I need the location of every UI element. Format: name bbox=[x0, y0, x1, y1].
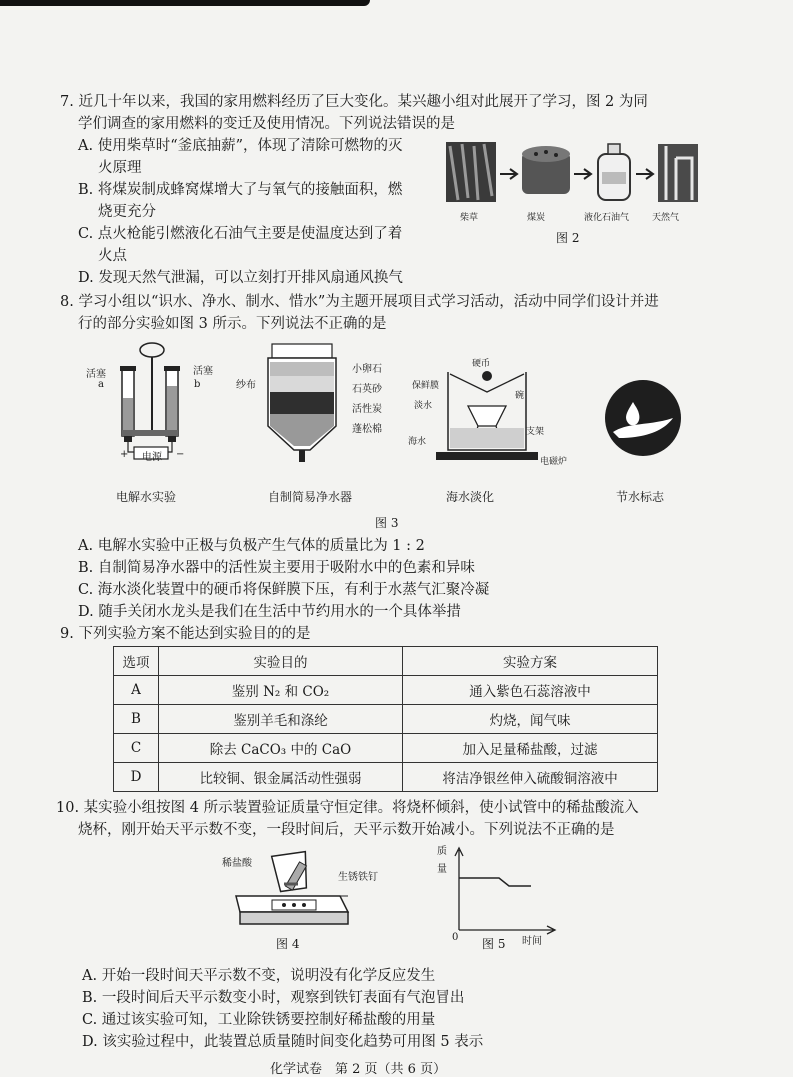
q10-stem-line1: 10. 某实验小组按图 4 所示装置验证质量守恒定律。将烧杯倾斜，使小试管中的稀盐酸流入 bbox=[56, 800, 639, 816]
q9-header-row bbox=[114, 647, 658, 676]
desal-label-seawater: 海水 bbox=[408, 437, 427, 447]
filter-label-pebble: 小卵石 bbox=[352, 364, 382, 375]
filter-label-cotton: 蓬松棉 bbox=[352, 424, 382, 435]
electrolysis-label-plus: + bbox=[120, 449, 129, 460]
q9-header-plan: 实验方案 bbox=[403, 647, 658, 676]
q9-row-d-plan: 将洁净银丝伸入硫酸铜溶液中 bbox=[403, 763, 658, 792]
scan-edge bbox=[0, 0, 370, 6]
q9-row-c-plan: 加入足量稀盐酸，过滤 bbox=[403, 734, 658, 763]
q8-option-d: D. 随手关闭水龙头是我们在生活中节约用水的一个具体举措 bbox=[78, 604, 461, 620]
filter-caption: 自制简易净水器 bbox=[268, 490, 353, 504]
q7-stem-line2: 学们调查的家用燃料的变迁及使用情况。下列说法错误的是 bbox=[78, 116, 455, 132]
fig5-origin: 0 bbox=[452, 932, 459, 943]
q9-row-d-option: D bbox=[114, 763, 159, 792]
fig2-label-firewood: 柴草 bbox=[460, 213, 479, 223]
q9-row-c-option: C bbox=[114, 734, 159, 763]
q7-option-a-line1: A. 使用柴草时“釜底抽薪”，体现了清除可燃物的灭 bbox=[78, 138, 403, 154]
q8-stem-line1: 8. 学习小组以“识水、净水、制水、惜水”为主题开展项目式学习活动，活动中同学们设计并进 bbox=[60, 294, 659, 310]
desal-label-cup: 碗 bbox=[515, 391, 525, 401]
desal-caption: 海水淡化 bbox=[446, 490, 495, 504]
fig2-label-lpg: 液化石油气 bbox=[584, 213, 630, 223]
fig5-ylabel-2: 量 bbox=[437, 864, 447, 875]
q10-option-d: D. 该实验过程中，此装置总质量随时间变化趋势可用图 5 表示 bbox=[82, 1034, 484, 1050]
desal-label-stand: 支架 bbox=[526, 427, 545, 437]
q9-row-a-option: A bbox=[114, 676, 159, 705]
lpg-tank-image bbox=[598, 144, 630, 200]
desalination-apparatus bbox=[432, 362, 545, 470]
filter-label-gauze: 纱布 bbox=[236, 380, 256, 391]
table-row bbox=[114, 676, 658, 705]
q10-option-b: B. 一段时间后天平示数变小时，观察到铁钉表面有气泡冒出 bbox=[82, 990, 465, 1006]
q7-option-b-line2: 烧更充分 bbox=[98, 204, 156, 220]
q7-stem-line1: 7. 近几十年以来，我国的家用燃料经历了巨大变化。某兴趣小组对此展开了学习，图 2 为同 bbox=[60, 94, 648, 110]
natural-gas-pipes-image bbox=[658, 144, 698, 202]
q8-stem-line2: 行的部分实验如图 3 所示。下列说法不正确的是 bbox=[78, 316, 387, 332]
desal-label-fresh-water: 淡水 bbox=[414, 401, 433, 411]
mass-time-graph bbox=[455, 846, 565, 936]
q8-option-b: B. 自制简易净水器中的活性炭主要用于吸附水中的色素和异味 bbox=[78, 560, 475, 576]
filter-label-carbon: 活性炭 bbox=[352, 404, 382, 415]
electrolysis-label-minus: − bbox=[176, 449, 185, 460]
fig2-caption: 图 2 bbox=[556, 231, 580, 245]
q10-stem-line2: 烧杯，刚开始天平示数不变，一段时间后，天平示数开始减小。下列说法不正确的是 bbox=[78, 822, 615, 838]
page-footer: 化学试卷 第 2 页（共 6 页） bbox=[270, 1062, 447, 1077]
q9-row-b-plan: 灼烧，闻气味 bbox=[403, 705, 658, 734]
q9-row-c-purpose: 除去 CaCO₃ 中的 CaO bbox=[159, 734, 403, 763]
q7-option-d: D. 发现天然气泄漏，可以立刻打开排风扇通风换气 bbox=[78, 270, 403, 286]
q9-row-b-purpose: 鉴别羊毛和涤纶 bbox=[159, 705, 403, 734]
fig2-label-coal: 煤炭 bbox=[527, 213, 546, 223]
mass-line bbox=[459, 878, 531, 886]
logo-caption: 节水标志 bbox=[616, 490, 665, 504]
electrolysis-label-stopcock-left: 活塞 bbox=[86, 369, 106, 380]
electrolysis-label-power: 电源 bbox=[142, 452, 162, 463]
electrolysis-label-a: a bbox=[98, 379, 104, 390]
desal-label-coin: 硬币 bbox=[472, 359, 491, 369]
q9-row-b-option: B bbox=[114, 705, 159, 734]
q9-row-a-plan: 通入紫色石蕊溶液中 bbox=[403, 676, 658, 705]
q9-header-option: 选项 bbox=[114, 647, 159, 676]
fig3-caption: 图 3 bbox=[375, 516, 399, 530]
fig2-label-natural-gas: 天然气 bbox=[652, 213, 680, 223]
fig5-xlabel: 时间 bbox=[522, 936, 542, 947]
table-row bbox=[114, 763, 658, 792]
table-row bbox=[114, 705, 658, 734]
q7-option-b-line1: B. 将煤炭制成蜂窝煤增大了与氧气的接触面积，燃 bbox=[78, 182, 403, 198]
electrolysis-label-b: b bbox=[194, 379, 201, 390]
q7-option-c-line1: C. 点火枪能引燃液化石油气主要是使温度达到了着 bbox=[78, 226, 403, 242]
desal-label-film: 保鲜膜 bbox=[412, 381, 440, 391]
q10-option-c: C. 通过该实验可知，工业除铁锈要控制好稀盐酸的用量 bbox=[82, 1012, 436, 1028]
desal-label-heater: 电磁炉 bbox=[540, 457, 568, 467]
table-row bbox=[114, 734, 658, 763]
fig5-caption: 图 5 bbox=[482, 937, 506, 951]
q10-option-a: A. 开始一段时间天平示数不变，说明没有化学反应发生 bbox=[82, 968, 436, 984]
electrolysis-label-stopcock-right: 活塞 bbox=[193, 366, 213, 377]
q8-option-c: C. 海水淡化装置中的硬币将保鲜膜下压，有利于水蒸气汇聚冷凝 bbox=[78, 582, 490, 598]
water-saving-logo bbox=[603, 378, 683, 458]
q9-table bbox=[113, 646, 658, 792]
filter-label-sand: 石英砂 bbox=[352, 384, 382, 395]
fig5-ylabel-1: 质 bbox=[437, 846, 447, 857]
q7-option-c-line2: 火点 bbox=[98, 248, 127, 264]
firewood-image bbox=[446, 142, 496, 202]
electrolysis-caption: 电解水实验 bbox=[116, 490, 177, 504]
q8-option-a: A. 电解水实验中正极与负极产生气体的质量比为 1 : 2 bbox=[78, 538, 425, 554]
fig4-label-nail: 生锈铁钉 bbox=[338, 872, 378, 883]
q9-stem: 9. 下列实验方案不能达到实验目的的是 bbox=[60, 626, 311, 642]
q9-row-d-purpose: 比较铜、银金属活动性强弱 bbox=[159, 763, 403, 792]
fig4-label-acid: 稀盐酸 bbox=[222, 858, 252, 869]
y-axis bbox=[455, 848, 463, 930]
water-filter bbox=[262, 340, 342, 470]
q7-option-a-line2: 火原理 bbox=[98, 160, 142, 176]
fig4-caption: 图 4 bbox=[276, 937, 300, 951]
q9-header-purpose: 实验目的 bbox=[159, 647, 403, 676]
figure-2 bbox=[440, 138, 710, 210]
coal-briquette-image bbox=[522, 146, 570, 194]
q9-row-a-purpose: 鉴别 N₂ 和 CO₂ bbox=[159, 676, 403, 705]
